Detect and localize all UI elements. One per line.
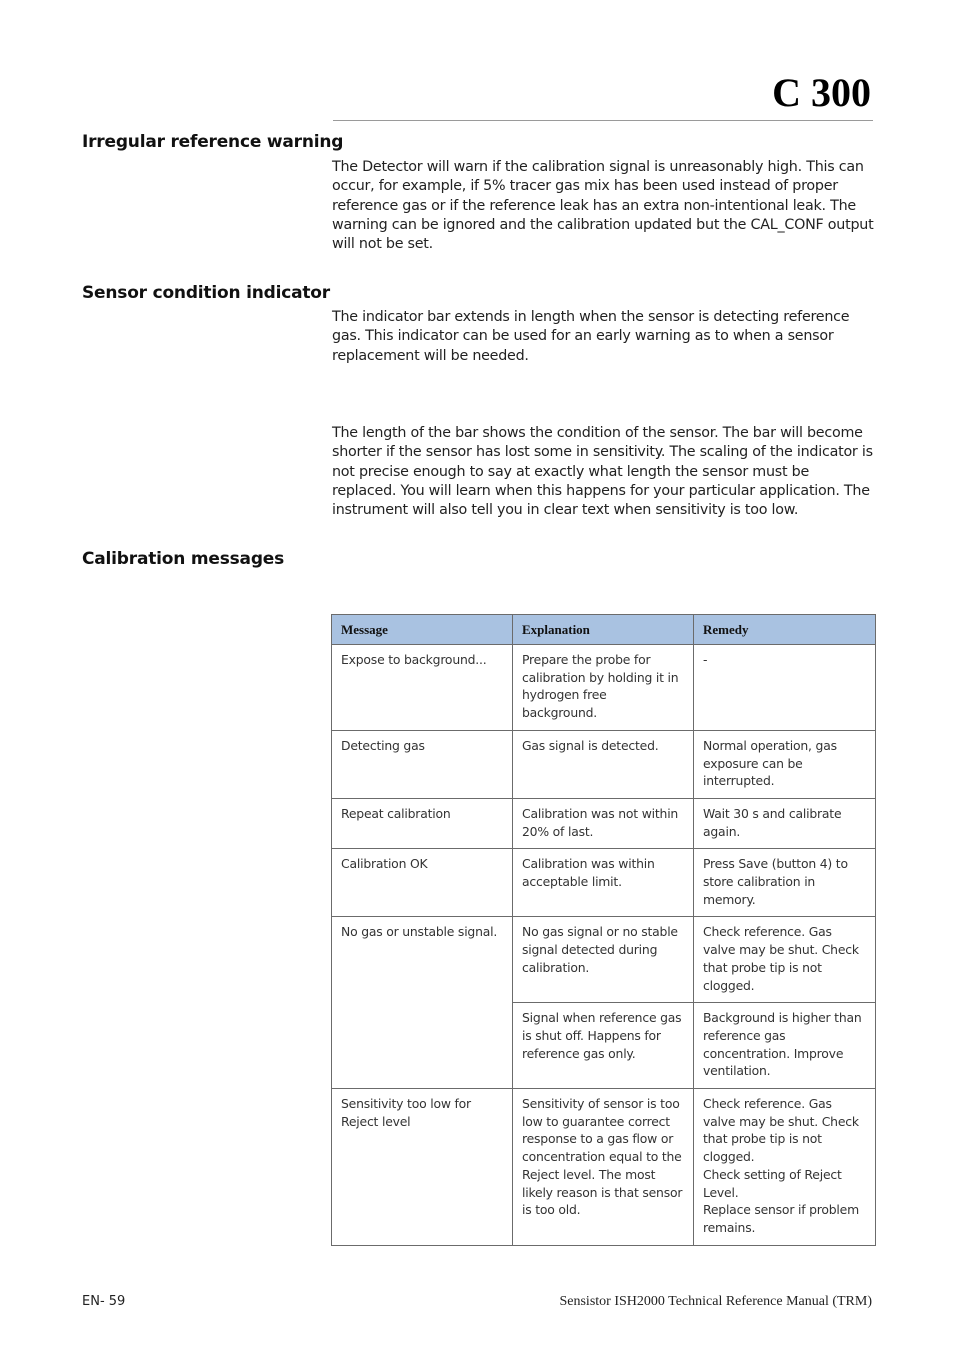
column-header-message: Message (332, 615, 513, 645)
column-header-explanation: Explanation (513, 615, 694, 645)
page-number: EN- 59 (82, 1294, 126, 1309)
table-row (332, 917, 876, 1003)
heading-irregular-reference-warning: Irregular reference warning (82, 132, 344, 152)
message-cell: Sensitivity too low for Reject level (332, 1089, 513, 1246)
explanation-cell: Signal when reference gas is shut off. Happens for reference gas only. (513, 1003, 694, 1089)
paragraph-irregular-reference: The Detector will warn if the calibration signal is unreasonably high. This can occur, for example, if 5% tracer gas mix has been used instead of proper reference gas or if the reference leak has an extra non-intentional leak. The warning can be ignored and the calibration updated but the CAL_CONF output will not be set. (332, 159, 874, 253)
column-header-remedy: Remedy (694, 615, 876, 645)
heading-sensor-condition-indicator: Sensor condition indicator (82, 283, 330, 303)
table-row (332, 849, 876, 917)
message-cell: Expose to background... (332, 645, 513, 731)
message-cell: Detecting gas (332, 730, 513, 798)
explanation-cell: No gas signal or no stable signal detected during calibration. (513, 917, 694, 1003)
remedy-cell: - (694, 645, 876, 731)
table-row (332, 645, 876, 731)
remedy-cell: Wait 30 s and calibrate again. (694, 798, 876, 848)
heading-calibration-messages: Calibration messages (82, 549, 285, 569)
header-divider (333, 120, 873, 121)
message-cell: Calibration OK (332, 849, 513, 917)
message-cell: Repeat calibration (332, 798, 513, 848)
model-title: C 300 (772, 70, 871, 115)
table-row (332, 1089, 876, 1246)
paragraph-sensor-indicator-2: The length of the bar shows the condition of the sensor. The bar will become shorter if the sensor has lost some in sensitivity. The scaling of the indicator is not precise enough to say at exactly what length the sensor must be replaced. You will learn when this happens for your particular application. The instrument will also tell you in clear text when sensitivity is too low. (332, 425, 873, 519)
remedy-cell: Background is higher than reference gas concentration. Improve ventilation. (694, 1003, 876, 1089)
footer-manual-title: Sensistor ISH2000 Technical Reference Manual (TRM) (559, 1294, 872, 1309)
remedy-cell: Press Save (button 4) to store calibration in memory. (694, 849, 876, 917)
table-header-row (332, 615, 876, 645)
explanation-cell: Gas signal is detected. (513, 730, 694, 798)
paragraph-sensor-indicator-1: The indicator bar extends in length when the sensor is detecting reference gas. This indicator can be used for an early warning as to when a sensor replacement will be needed. (332, 309, 850, 364)
remedy-cell: Check reference. Gas valve may be shut. Check that probe tip is not clogged. Check setting of Reject Level. Replace sensor if problem remains. (694, 1089, 876, 1246)
table-row (332, 798, 876, 848)
calibration-messages-table (331, 614, 876, 1246)
explanation-cell: Calibration was not within 20% of last. (513, 798, 694, 848)
message-cell: No gas or unstable signal. (332, 917, 513, 1089)
explanation-cell: Calibration was within acceptable limit. (513, 849, 694, 917)
remedy-cell: Normal operation, gas exposure can be interrupted. (694, 730, 876, 798)
table-row (332, 730, 876, 798)
explanation-cell: Sensitivity of sensor is too low to guarantee correct response to a gas flow or concentration equal to the Reject level. The most likely reason is that sensor is too old. (513, 1089, 694, 1246)
explanation-cell: Prepare the probe for calibration by holding it in hydrogen free background. (513, 645, 694, 731)
remedy-cell: Check reference. Gas valve may be shut. Check that probe tip is not clogged. (694, 917, 876, 1003)
